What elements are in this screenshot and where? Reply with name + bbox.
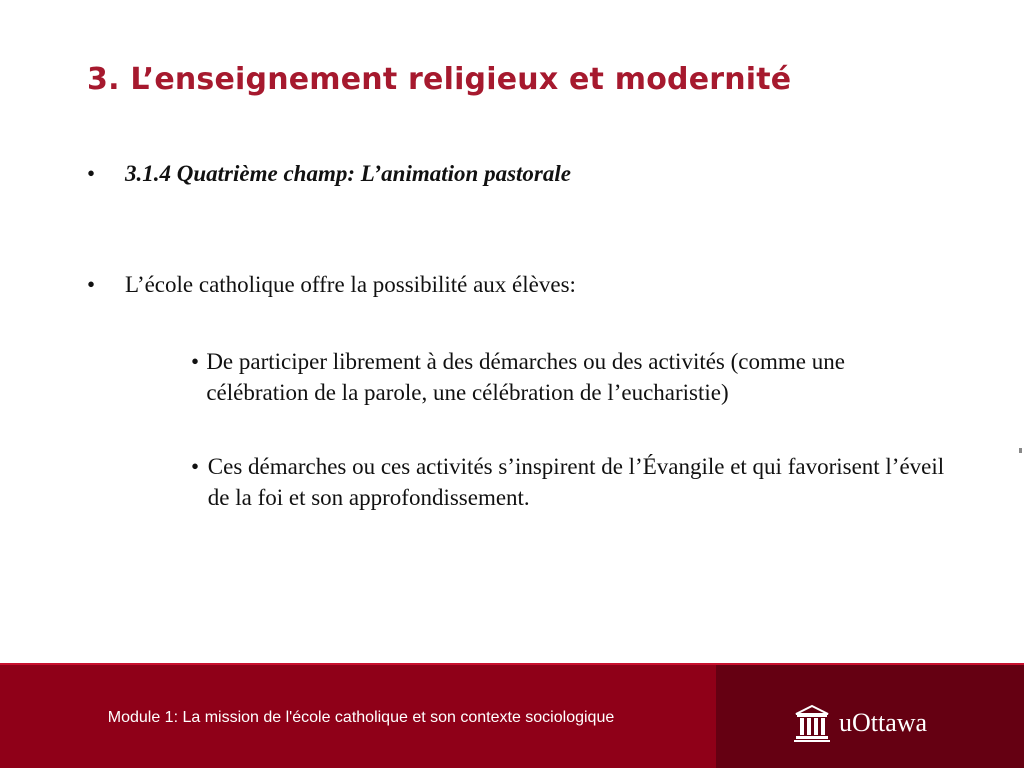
university-building-icon	[793, 703, 831, 743]
bullet-marker: •	[87, 161, 96, 186]
stray-mark	[1019, 448, 1022, 453]
sub-bullet-item-participer	[191, 346, 951, 408]
bullet-item-ecole	[87, 272, 576, 298]
footer-module-text: Module 1: La mission de l'école catholique et son contexte sociologique	[107, 709, 615, 726]
bullet-item-pastoral	[87, 161, 571, 187]
uottawa-logo-text: uOttawa	[839, 708, 928, 737]
sub-bullet-item-evangile	[191, 451, 951, 513]
sub-bullet-text: Ces démarches ou ces activités s’inspirent de l’Évangile et qui favorisent l’éveil de la foi et son approfondissement.	[207, 454, 945, 510]
slide-title: 3. L’enseignement religieux et modernité	[87, 62, 792, 97]
bullet-marker: •	[87, 272, 96, 297]
uottawa-logo	[793, 703, 927, 743]
bullet-text: L’école catholique offre la possibilité aux élèves:	[125, 272, 576, 297]
sub-bullet-marker: •	[191, 454, 200, 479]
sub-bullet-text: De participer librement à des démarches ou des activités (comme une célébration de la parole, une célébration de l’eucharistie)	[206, 349, 845, 405]
sub-bullet-marker: •	[191, 349, 200, 374]
bullet-text: 3.1.4 Quatrième champ: L’animation pastorale	[125, 161, 571, 186]
